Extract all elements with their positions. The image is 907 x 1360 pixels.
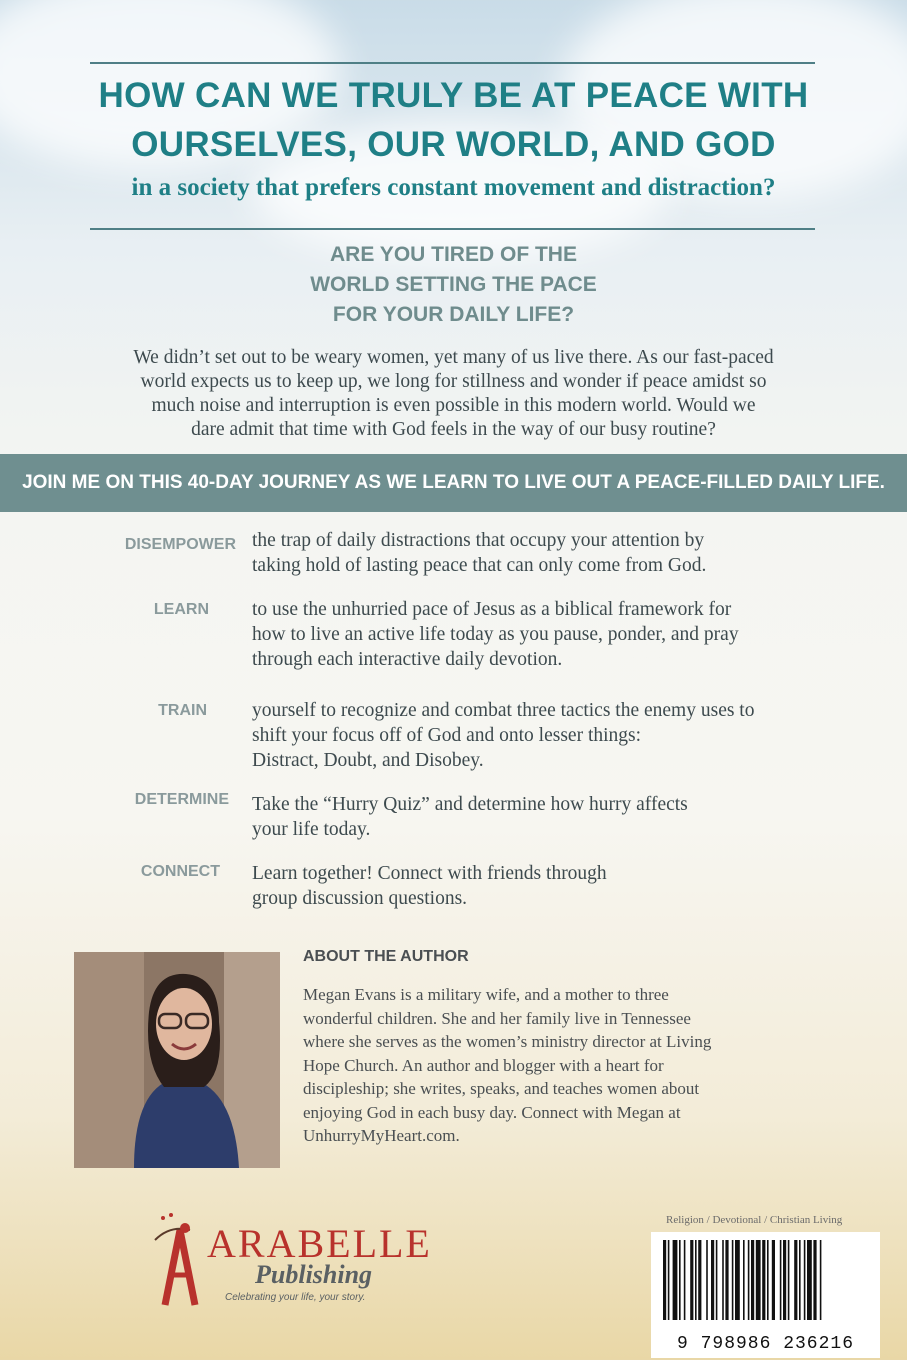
about-line: where she serves as the women’s ministry director at Living xyxy=(303,1032,712,1051)
barcode-bar xyxy=(679,1240,681,1320)
barcode-bar xyxy=(673,1240,678,1320)
feature-line: to use the unhurried pace of Jesus as a biblical framework for xyxy=(252,599,732,620)
intro-line: We didn’t set out to be weary women, yet many of us live there. As our fast-paced xyxy=(133,347,774,368)
barcode-bar xyxy=(668,1240,670,1320)
barcode-bar xyxy=(767,1240,769,1320)
feature-line: Take the “Hurry Quiz” and determine how hurry affects xyxy=(252,794,688,815)
about-line: Hope Church. An author and blogger with a heart for xyxy=(303,1055,664,1075)
intro-line: dare admit that time with God feels in the way of our busy routine? xyxy=(191,419,716,440)
feature-line: taking hold of lasting peace that can only come from God. xyxy=(252,555,707,576)
author-photo xyxy=(74,952,280,1168)
barcode-bar xyxy=(663,1240,666,1320)
headline-line-1: HOW CAN WE TRULY BE AT PEACE WITH xyxy=(98,76,809,115)
top-rule xyxy=(90,62,815,64)
feature-line: Distract, Doubt, and Disobey. xyxy=(252,750,484,771)
about-author-title: ABOUT THE AUTHOR xyxy=(303,948,469,965)
feature-line: how to live an active life today as you pause, ponder, and pray xyxy=(252,624,739,645)
middle-rule xyxy=(90,228,815,230)
intro-line: world expects us to keep up, we long for stillness and wonder if peace amidst so xyxy=(140,371,767,392)
barcode-bar xyxy=(813,1240,816,1320)
feature-text-determine xyxy=(252,792,842,842)
barcode-bar xyxy=(780,1240,782,1320)
intro-paragraph xyxy=(40,346,867,442)
about-line: wonderful children. She and her family live in Tennessee xyxy=(303,1008,691,1028)
feature-line: your life today. xyxy=(252,819,371,840)
barcode-bar xyxy=(762,1240,765,1320)
feature-line: group discussion questions. xyxy=(252,888,468,909)
feature-label-train: TRAIN xyxy=(158,702,207,719)
feature-label-disempower: DISEMPOWER xyxy=(124,536,236,553)
barcode-bar xyxy=(794,1240,797,1320)
feature-text-connect xyxy=(252,861,842,911)
publisher-tagline: Celebrating your life, your story. xyxy=(225,1292,366,1303)
journey-banner: JOIN ME ON THIS 40-DAY JOURNEY AS WE LEARN TO LIVE OUT A PEACE-FILLED DAILY LIFE. xyxy=(0,454,907,512)
feature-text-train xyxy=(252,698,842,773)
bird-tree-icon xyxy=(145,1210,215,1310)
feature-line: Learn together! Connect with friends through xyxy=(252,863,607,884)
barcode-bar xyxy=(716,1240,718,1320)
barcode-bar xyxy=(788,1240,790,1320)
barcode-bar xyxy=(756,1240,761,1320)
barcode-bar xyxy=(732,1240,734,1320)
author-portrait-illustration xyxy=(74,952,280,1168)
about-author-text xyxy=(303,983,773,1148)
barcode-bar xyxy=(807,1240,812,1320)
intro-line: much noise and interruption is even possible in this modern world. Would we xyxy=(151,395,756,416)
barcode-bar xyxy=(772,1240,775,1320)
barcode-bar xyxy=(698,1240,701,1320)
barcode-bar xyxy=(783,1240,786,1320)
about-line: discipleship; she writes, speaks, and teaches women about xyxy=(303,1079,700,1098)
barcode-bar xyxy=(695,1240,697,1320)
feature-line: the trap of daily distractions that occupy your attention by xyxy=(252,530,705,551)
feature-label-learn: LEARN xyxy=(153,601,209,618)
barcode-bar xyxy=(684,1240,686,1320)
feature-line: yourself to recognize and combat three tactics the enemy uses to xyxy=(252,700,755,721)
barcode-bar xyxy=(804,1240,806,1320)
publisher-name: ARABELLE xyxy=(207,1221,432,1266)
question-line-1: ARE YOU TIRED OF THE xyxy=(330,243,577,266)
publisher-sub: Publishing xyxy=(255,1260,373,1289)
about-line: Megan Evans is a military wife, and a mother to three xyxy=(303,985,669,1004)
feature-text-learn xyxy=(252,597,842,672)
barcode-bar xyxy=(725,1240,728,1320)
barcode-icon xyxy=(651,1232,880,1328)
barcode-bar xyxy=(711,1240,714,1320)
feature-text-disempower xyxy=(252,528,842,578)
barcode-bar xyxy=(735,1240,740,1320)
feature-line: shift your focus off of God and onto lesser things: xyxy=(252,725,642,746)
headline-line-2: OURSELVES, OUR WORLD, AND GOD xyxy=(131,125,776,164)
category-label: Religion / Devotional / Christian Living xyxy=(666,1214,843,1226)
isbn-number: 9 798986 236216 xyxy=(676,1334,855,1354)
feature-line: through each interactive daily devotion. xyxy=(252,649,563,670)
barcode-bar xyxy=(751,1240,754,1320)
barcode-bar xyxy=(706,1240,708,1320)
isbn-barcode xyxy=(651,1232,880,1358)
barcode-bar xyxy=(743,1240,745,1320)
barcode-bar xyxy=(722,1240,724,1320)
headline-subline: in a society that prefers constant movement and distraction? xyxy=(131,174,776,201)
question-line-2: WORLD SETTING THE PACE xyxy=(310,273,597,296)
feature-label-determine: DETERMINE xyxy=(134,791,229,808)
publisher-logo xyxy=(145,1210,435,1310)
feature-label-connect: CONNECT xyxy=(140,863,220,880)
barcode-bar xyxy=(690,1240,693,1320)
barcode-bar xyxy=(748,1240,750,1320)
barcode-bar xyxy=(799,1240,801,1320)
about-line: enjoying God in each busy day. Connect with Megan at xyxy=(303,1102,681,1122)
barcode-bar xyxy=(820,1240,822,1320)
about-line: UnhurryMyHeart.com. xyxy=(303,1126,460,1145)
question-line-3: FOR YOUR DAILY LIFE? xyxy=(332,303,575,326)
